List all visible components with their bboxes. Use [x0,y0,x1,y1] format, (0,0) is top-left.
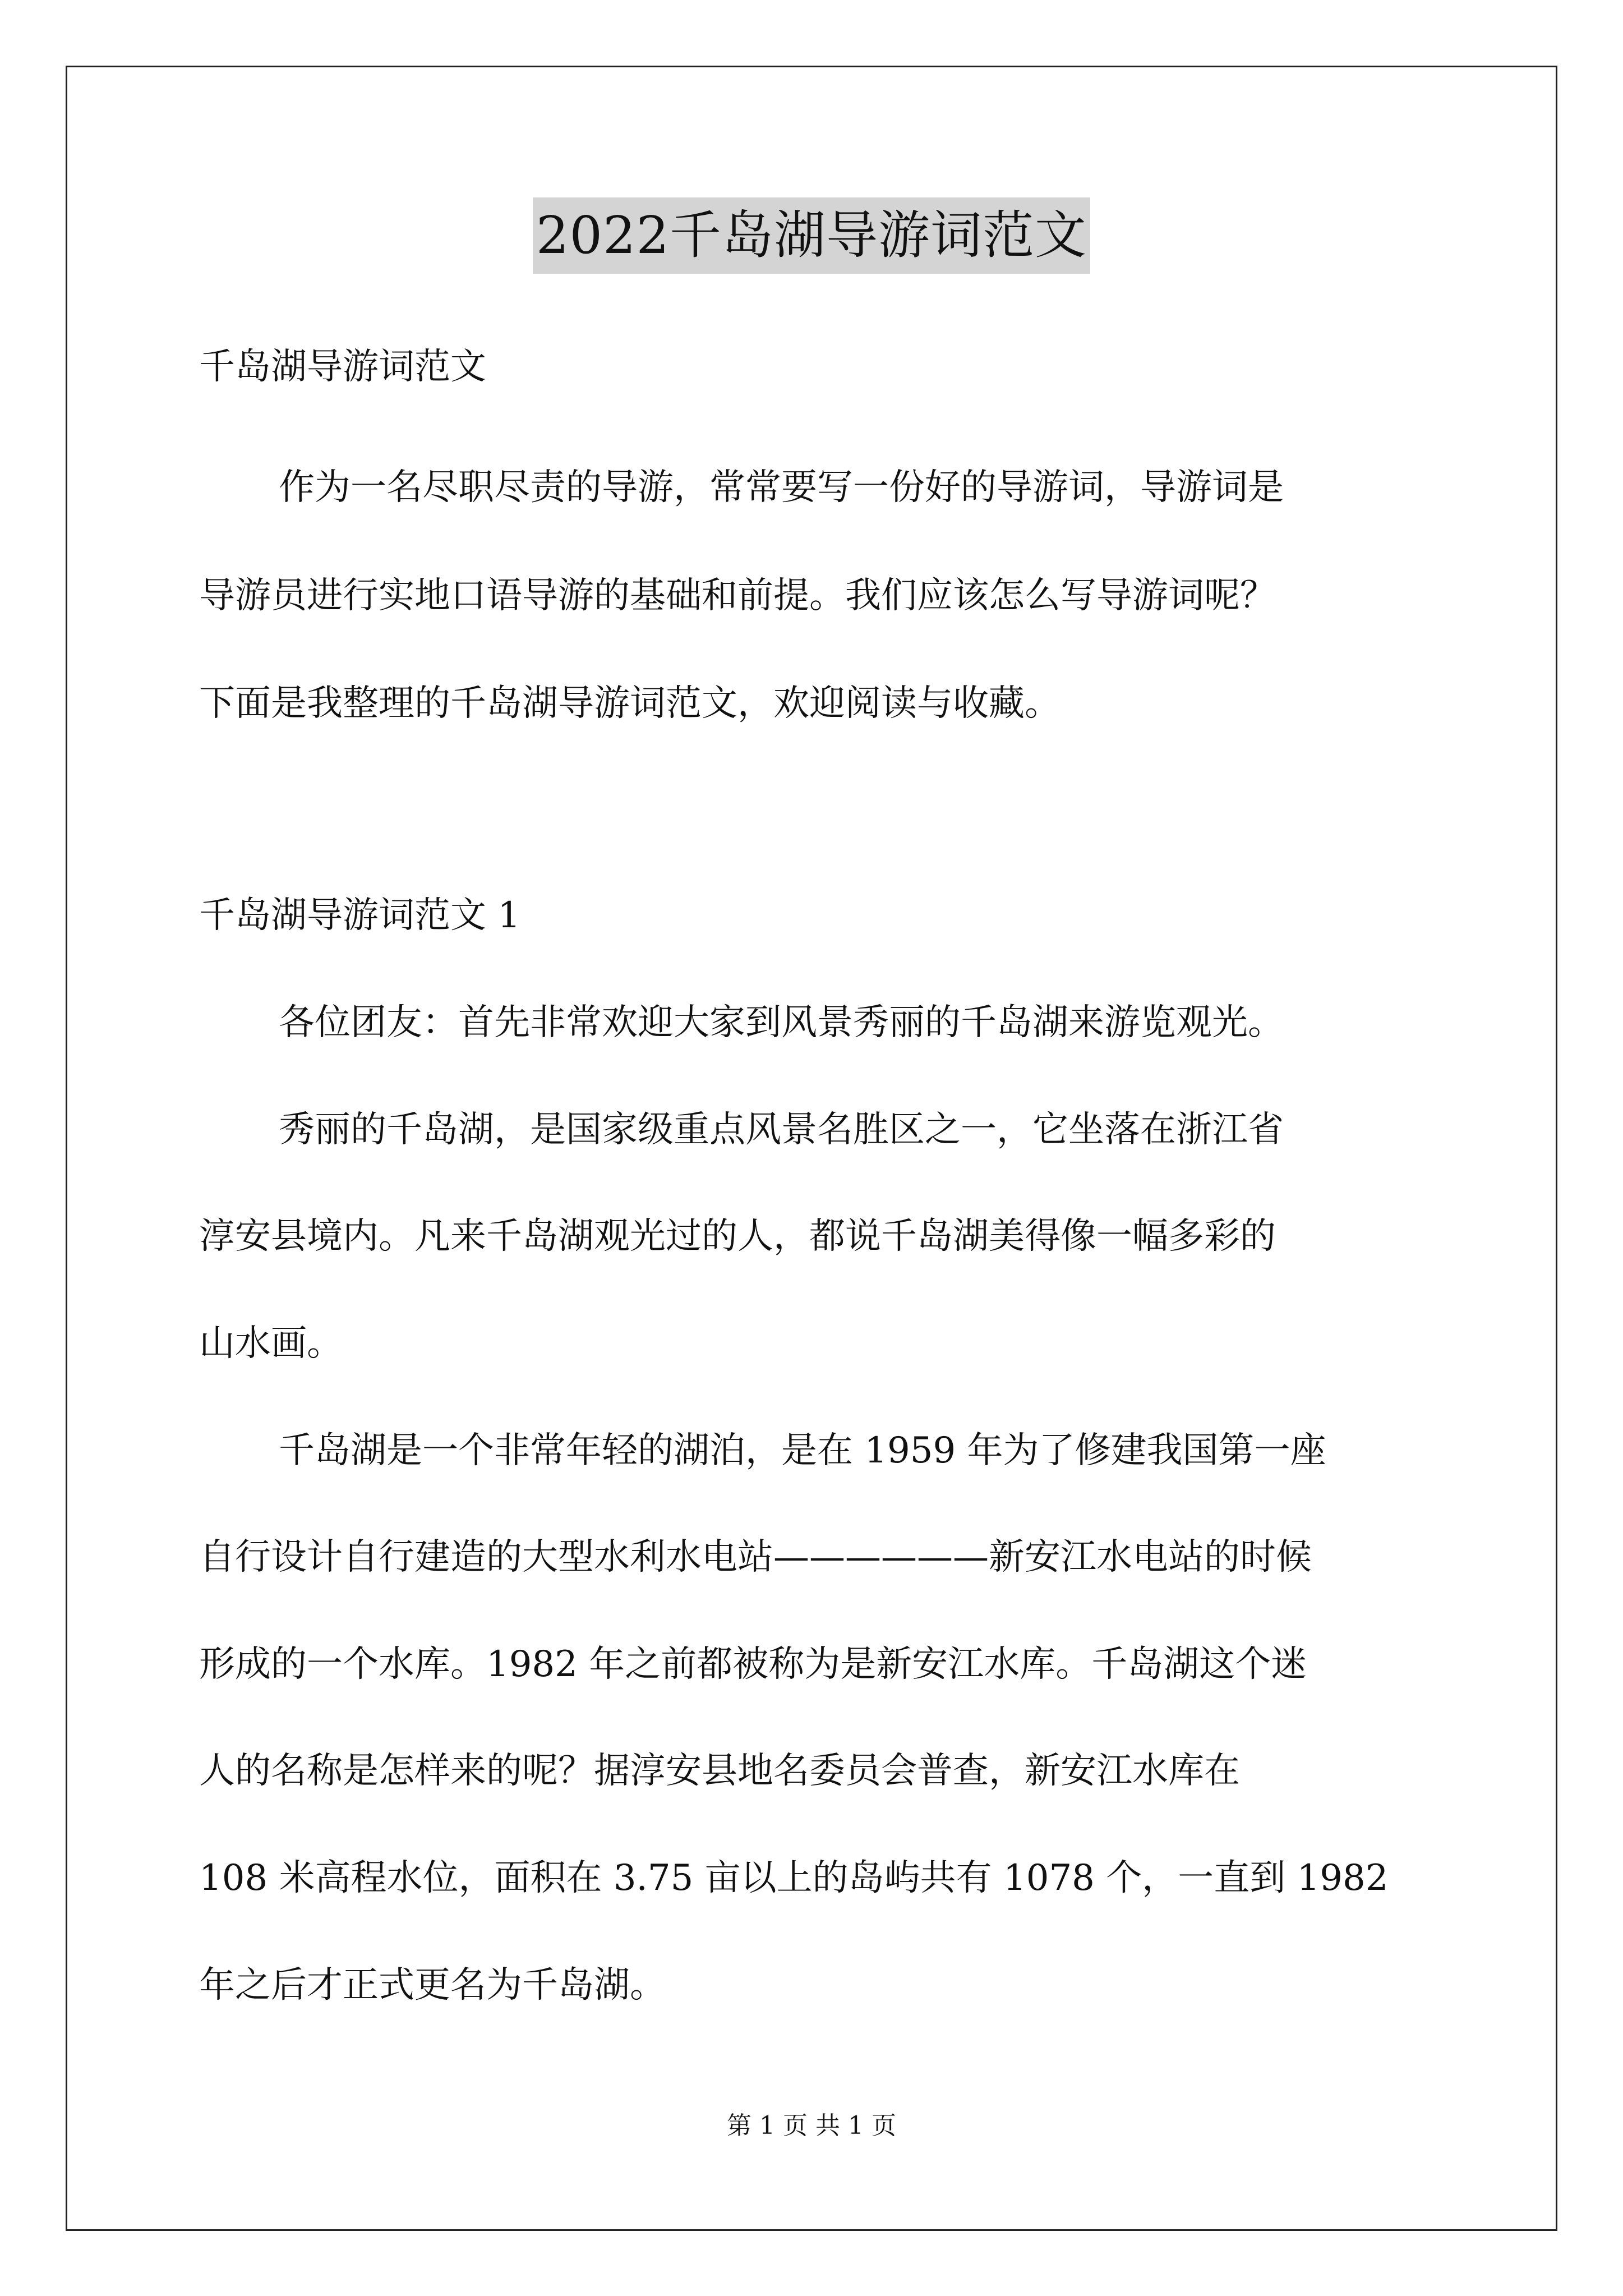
para1-line-3: 山水画。 [199,1323,343,1364]
section-heading: 千岛湖导游词范文 1 [199,895,521,936]
para2-line-6: 年之后才正式更名为千岛湖。 [199,1964,666,2006]
document-title: 2022千岛湖导游词范文 [533,197,1090,274]
para2-line-4: 人的名称是怎样来的呢？据淳安县地名委员会普查，新安江水库在 [199,1750,1240,1792]
page-footer: 第 1 页 共 1 页 [727,2111,896,2140]
para2-line-5: 108 米高程水位，面积在 3.75 亩以上的岛屿共有 1078 个，一直到 1982 [199,1857,1389,1899]
para1-line-1: 秀丽的千岛湖，是国家级重点风景名胜区之一，它坐落在浙江省 [279,1109,1284,1151]
intro-line-3: 下面是我整理的千岛湖导游词范文，欢迎阅读与收藏。 [199,683,1061,724]
intro-line-1: 作为一名尽职尽责的导游，常常要写一份好的导游词，导游词是 [279,467,1284,508]
intro-line-2: 导游员进行实地口语导游的基础和前提。我们应该怎么写导游词呢？ [199,575,1276,616]
para2-line-1: 千岛湖是一个非常年轻的湖泊，是在 1959 年为了修建我国第一座 [279,1430,1326,1471]
greeting-paragraph: 各位团友：首先非常欢迎大家到风景秀丽的千岛湖来游览观光。 [279,1002,1284,1043]
para2-line-3: 形成的一个水库。1982 年之前都被称为是新安江水库。千岛湖这个迷 [199,1644,1307,1685]
title-container [0,197,1623,274]
para2-line-2: 自行设计自行建造的大型水利水电站——————新安江水电站的时候 [199,1536,1312,1578]
para1-line-2: 淳安县境内。凡来千岛湖观光过的人，都说千岛湖美得像一幅多彩的 [199,1216,1276,1257]
subtitle: 千岛湖导游词范文 [199,346,486,388]
